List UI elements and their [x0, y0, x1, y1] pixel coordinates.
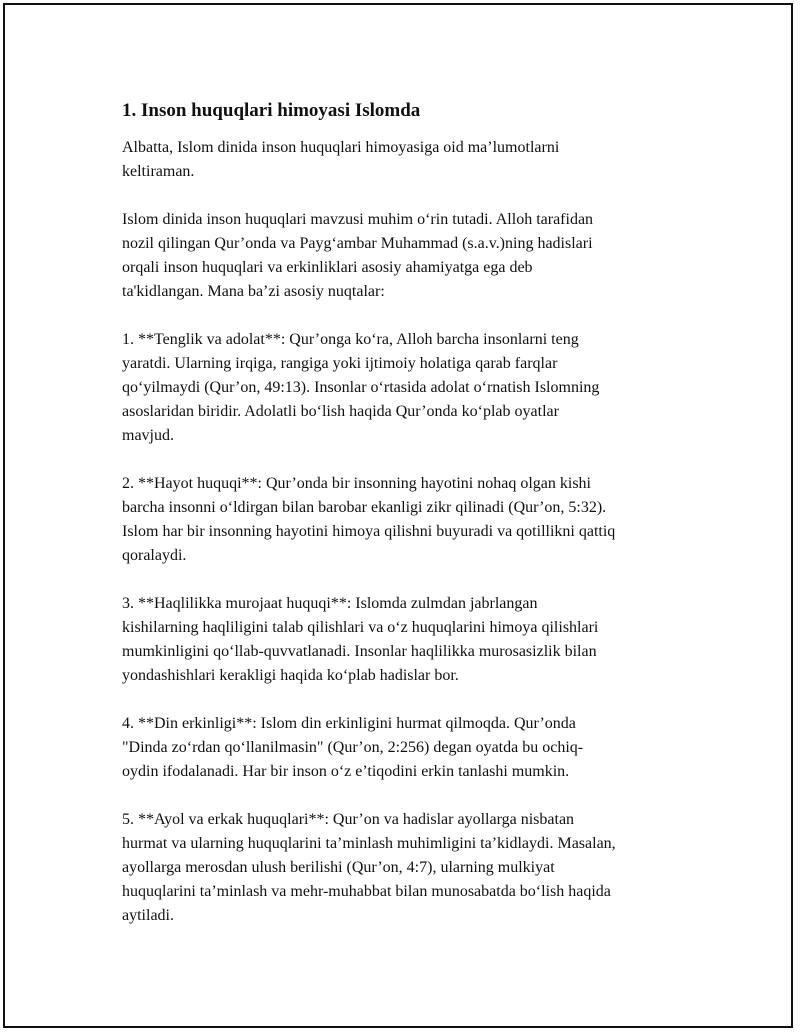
- text-line: Islom dinida inson huquqlari mavzusi muhim o‘rin tutadi. Alloh tarafidan: [122, 211, 594, 228]
- intro-paragraph: [122, 136, 702, 184]
- text-line: 2. **Hayot huquqi**: Qur’onda bir insonning hayotini nohaq olgan kishi: [122, 475, 591, 492]
- point-equality: [122, 328, 702, 448]
- text-line: barcha insonni o‘ldirgan bilan barobar ekanligi zikr qilinadi (Qur’on, 5:32).: [122, 499, 607, 516]
- point-right-to-life: [122, 472, 702, 568]
- text-line: asoslaridan biridir. Adolatli bo‘lish haqida Qur’onda ko‘plab oyatlar: [122, 403, 559, 420]
- text-line: ta'kidlangan. Mana ba’zi asosiy nuqtalar:: [122, 283, 385, 300]
- text-line: yaratdi. Ularning irqiga, rangiga yoki ijtimoiy holatiga qarab farqlar: [122, 355, 558, 372]
- text-line: mumkinligini qo‘llab-quvvatlanadi. Insonlar haqlilikka murosasizlik bilan: [122, 643, 597, 660]
- text-line: 5. **Ayol va erkak huquqlari**: Qur’on va hadislar ayollarga nisbatan: [122, 811, 575, 828]
- text-line: 4. **Din erkinligi**: Islom din erkinligini hurmat qilmoqda. Qur’onda: [122, 715, 576, 732]
- text-line: yondashishlari kerakligi haqida ko‘plab hadislar bor.: [122, 667, 459, 684]
- overview-paragraph: [122, 208, 702, 304]
- text-line: qo‘yilmaydi (Qur’on, 49:13). Insonlar o‘rtasida adolat o‘rnatish Islomning: [122, 379, 600, 396]
- point-women-and-men-rights: [122, 808, 702, 928]
- text-line: nozil qilingan Qur’onda va Payg‘ambar Muhammad (s.a.v.)ning hadislari: [122, 235, 593, 252]
- text-line: aytiladi.: [122, 907, 174, 924]
- text-line: 3. **Haqlilikka murojaat huquqi**: Islomda zulmdan jabrlangan: [122, 595, 538, 612]
- text-line: huquqlarini ta’minlash va mehr-muhabbat bilan munosabatda bo‘lish haqida: [122, 883, 611, 900]
- text-line: keltiraman.: [122, 163, 195, 180]
- text-line: orqali inson huquqlari va erkinliklari asosiy ahamiyatga ega deb: [122, 259, 533, 276]
- point-freedom-of-religion: [122, 712, 702, 784]
- text-line: 1. **Tenglik va adolat**: Qur’onga ko‘ra, Alloh barcha insonlarni teng: [122, 331, 579, 348]
- text-line: "Dinda zo‘rdan qo‘llanilmasin" (Qur’on, 2:256) degan oyatda bu ochiq-: [122, 739, 584, 756]
- text-line: hurmat va ularning huquqlarini ta’minlash muhimligini ta’kidlaydi. Masalan,: [122, 835, 616, 852]
- document-body: [122, 99, 702, 952]
- text-line: qoralaydi.: [122, 547, 187, 564]
- page-frame: [3, 3, 793, 1028]
- text-line: mavjud.: [122, 427, 174, 444]
- text-line: ayollarga merosdan ulush berilishi (Qur’on, 4:7), ularning mulkiyat: [122, 859, 555, 876]
- document-title: 1. Inson huquqlari himoyasi Islomda: [122, 100, 421, 121]
- text-line: oydin ifodalanadi. Har bir inson o‘z e’tiqodini erkin tanlashi mumkin.: [122, 763, 570, 780]
- text-line: Islom har bir insonning hayotini himoya qilishni buyuradi va qotillikni qattiq: [122, 523, 616, 540]
- text-line: kishilarning haqliligini talab qilishlari va o‘z huquqlarini himoya qilishlari: [122, 619, 599, 636]
- text-line: Albatta, Islom dinida inson huquqlari himoyasiga oid ma’lumotlarni: [122, 139, 560, 156]
- point-right-to-justice: [122, 592, 702, 688]
